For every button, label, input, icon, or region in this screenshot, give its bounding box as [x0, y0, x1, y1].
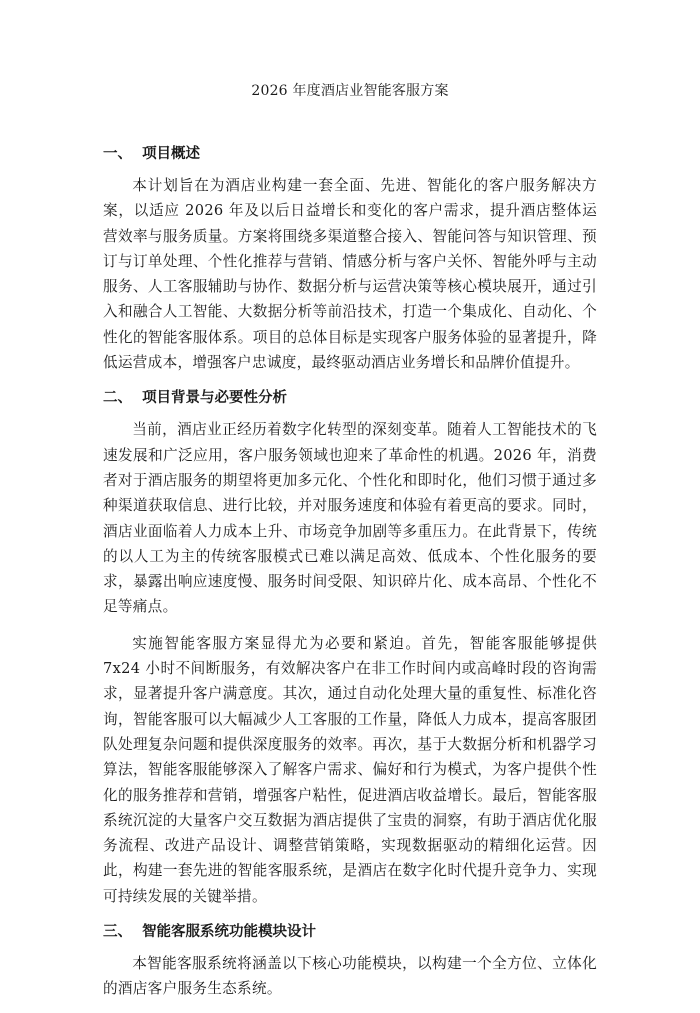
section-modules: [103, 920, 597, 1002]
section-number: 三、: [103, 924, 132, 941]
document-title: 2026 年度酒店业智能客服方案: [251, 83, 449, 99]
paragraph: 实施智能客服方案显得尤为必要和紧迫。首先，智能客服能够提供 7x24 小时不间断服务，有效解决客户在非工作时间内或高峰时段的咨询需求，显著提升客户满意度。其次，通过自动化处理大量的重复性、标准化咨询，智能客服可以大幅减少人工客服的工作量，降低人力成本，提高客服团队处理复杂问题和提供深度服务的效率。再次，基于大数据分析和机器学习算法，智能客服能够深入了解客户需求、偏好和行为模式，为客户提供个性化的服务推荐和营销，增强客户粘性，促进酒店收益增长。最后，智能客服系统沉淀的大量客户交互数据为酒店提供了宝贵的洞察，有助于酒店优化服务流程、改进产品设计、调整营销策略，实现数据驱动的精细化运营。因此，构建一套先进的智能客服系统，是酒店在数字化时代提升竞争力、实现可持续发展的关键举措。: [103, 634, 597, 905]
section-title: 项目背景与必要性分析: [142, 390, 288, 407]
section-overview: [103, 142, 597, 375]
section-title: 智能客服系统功能模块设计: [142, 924, 317, 941]
section-heading: [103, 142, 597, 163]
section-number: 二、: [103, 390, 132, 407]
section-background: [103, 386, 597, 909]
document-body: [103, 142, 597, 1013]
section-title: 项目概述: [142, 146, 201, 162]
section-number: 一、: [103, 146, 132, 162]
section-heading: [103, 386, 597, 407]
paragraph: 本智能客服系统将涵盖以下核心功能模块，以构建一个全方位、立体化的酒店客户服务生态系统。: [103, 955, 597, 998]
paragraph: 当前，酒店业正经历着数字化转型的深刻变革。随着人工智能技术的飞速发展和广泛应用，客户服务领域也迎来了革命性的机遇。2026 年，消费者对于酒店服务的期望将更加多元化、个性化和即时化，他们习惯于通过多种渠道获取信息、进行比较，并对服务速度和体验有着更高的要求。同时，酒店业面临着人力成本上升、市场竞争加剧等多重压力。在此背景下，传统的以人工为主的传统客服模式已难以满足高效、低成本、个性化服务的要求，暴露出响应速度慢、服务时间受限、知识碎片化、成本高昂、个性化不足等痛点。: [103, 421, 597, 616]
section-heading: [103, 920, 597, 941]
paragraph: 本计划旨在为酒店业构建一套全面、先进、智能化的客户服务解决方案，以适应 2026 年及以后日益增长和变化的客户需求，提升酒店整体运营效率与服务质量。方案将围绕多渠道整合接入、智能问答与知识管理、预订与订单处理、个性化推荐与营销、情感分析与客户关怀、智能外呼与主动服务、人工客服辅助与协作、数据分析与运营决策等核心模块展开，通过引入和融合人工智能、大数据分析等前沿技术，打造一个集成化、自动化、个性化的智能客服体系。项目的总体目标是实现客户服务体验的显著提升，降低运营成本，增强客户忠诚度，最终驱动酒店业务增长和品牌价值提升。: [103, 177, 597, 372]
